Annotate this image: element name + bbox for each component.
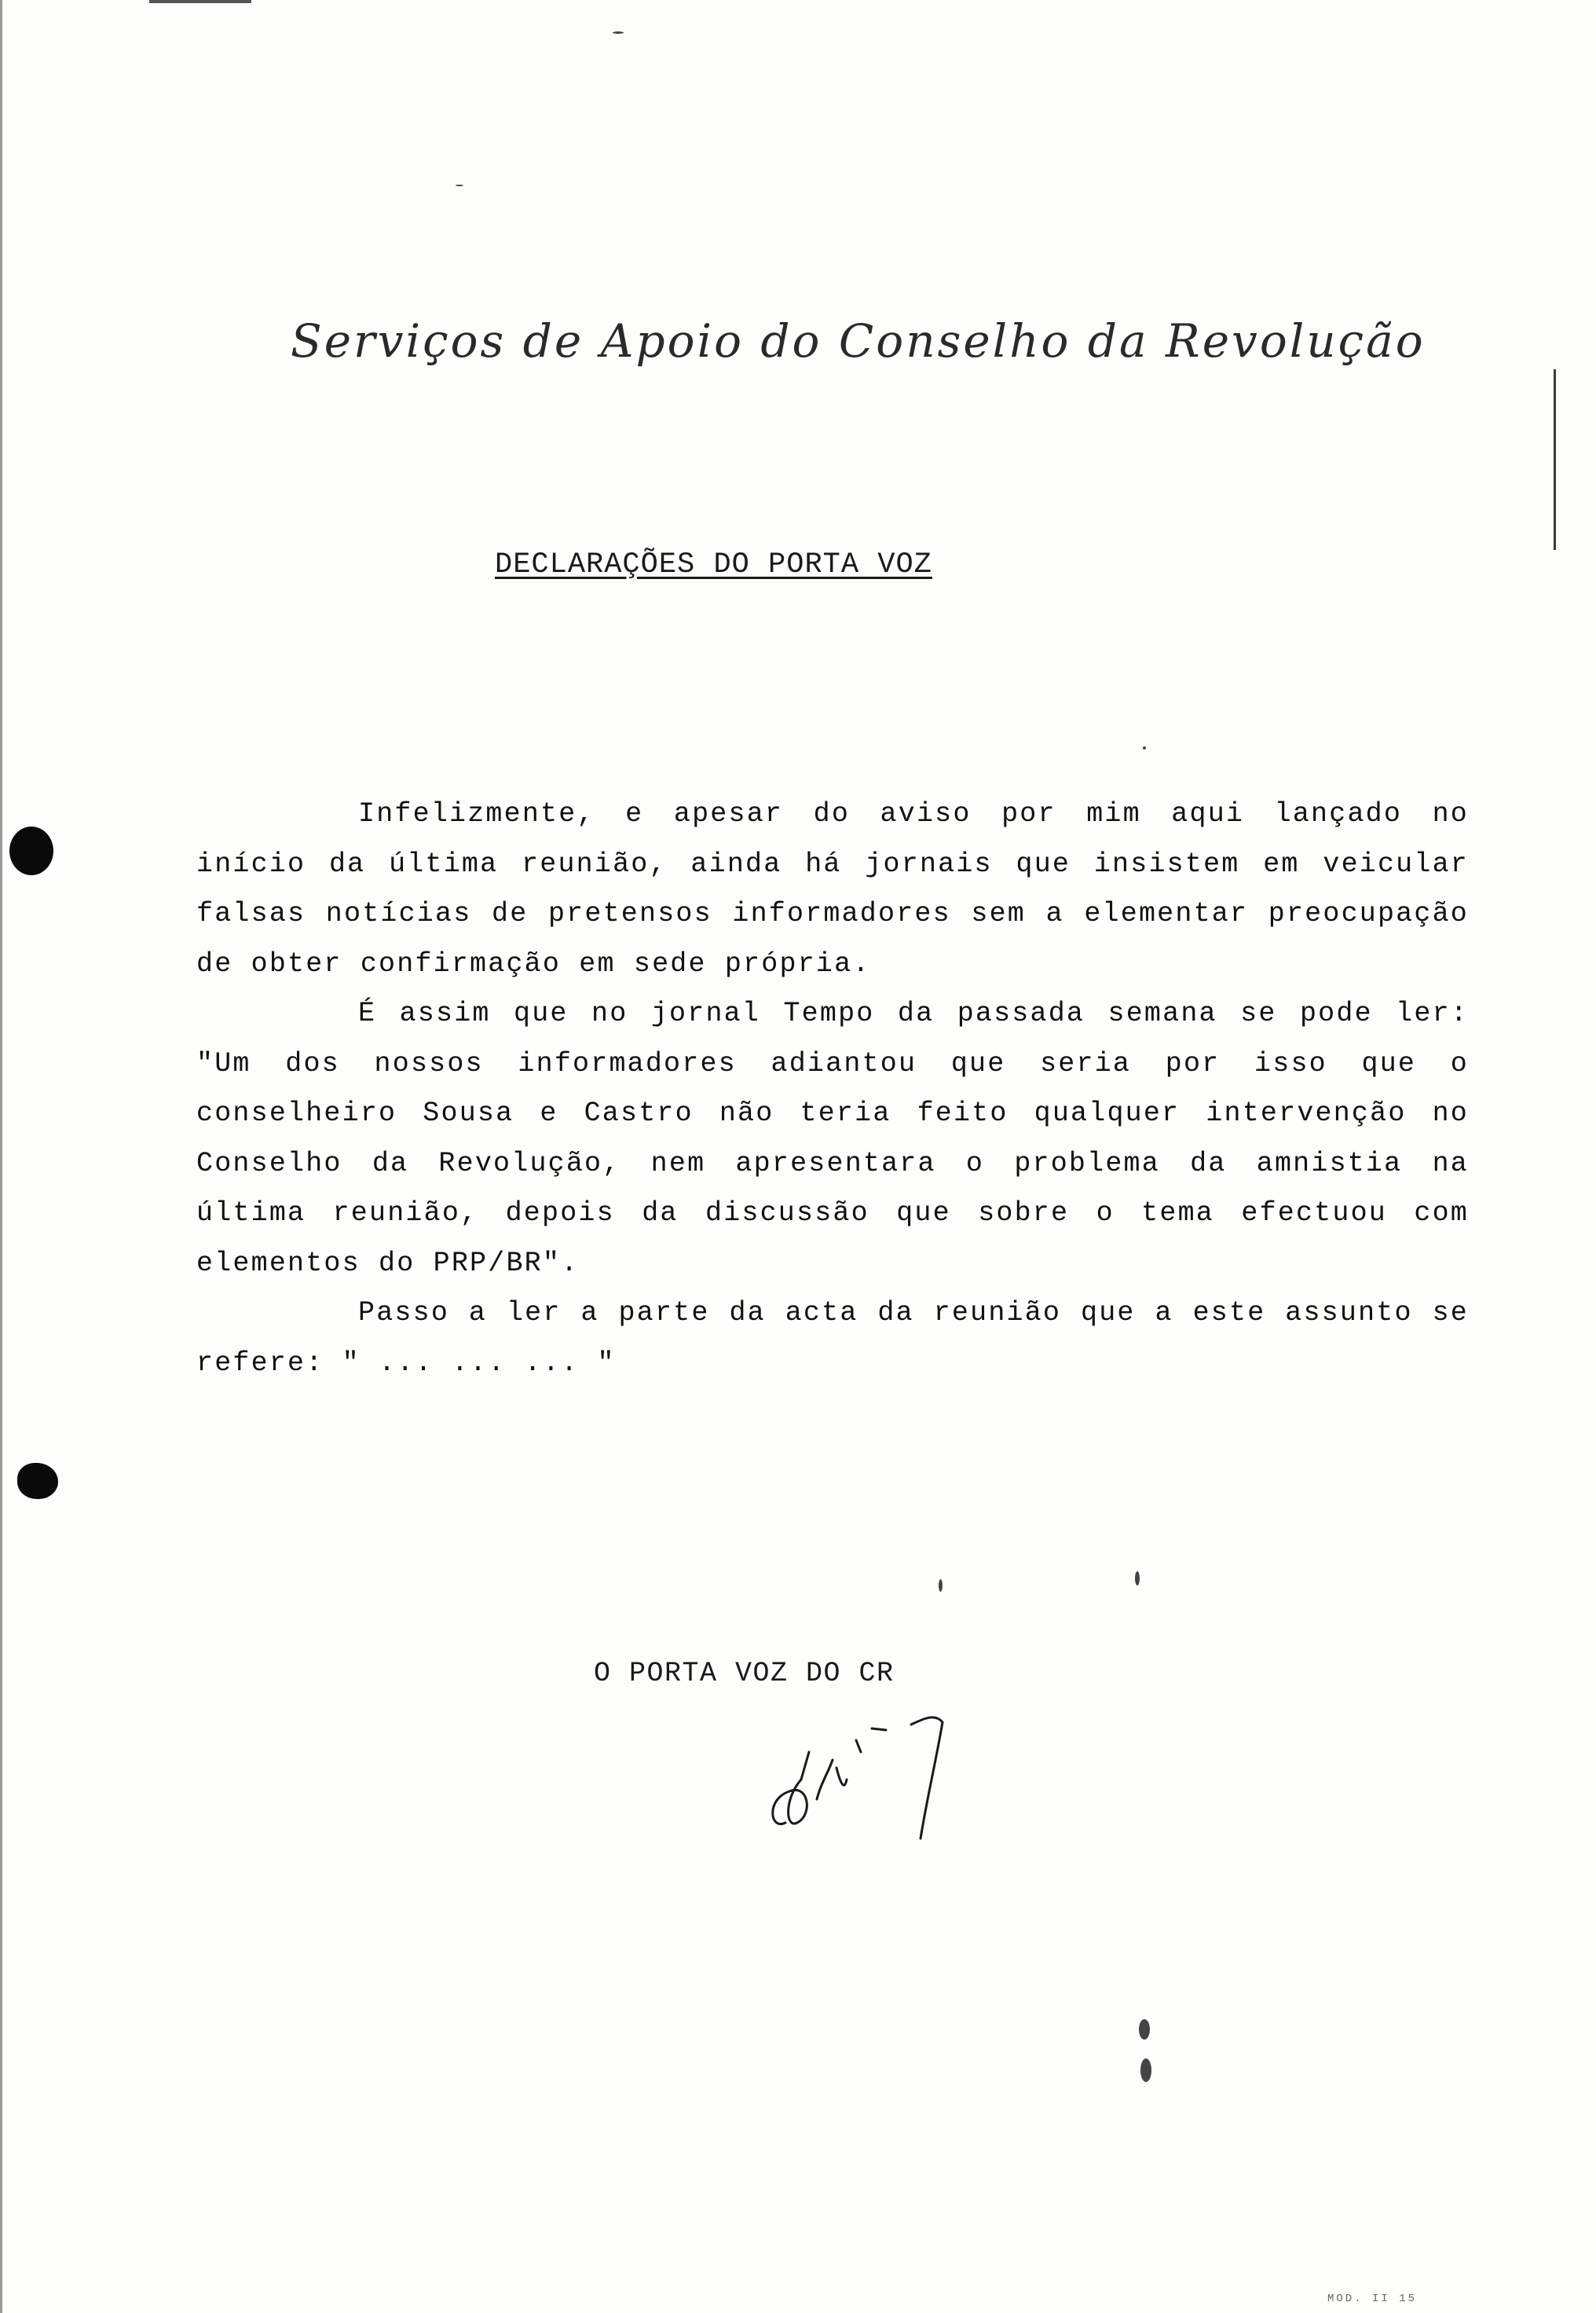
- ink-speck: [1139, 2019, 1150, 2040]
- document-title: DECLARAÇÕES DO PORTA VOZ: [495, 548, 932, 581]
- ink-speck: [939, 1579, 943, 1592]
- punch-hole-top: [9, 827, 53, 875]
- ink-speck: [1140, 2058, 1151, 2082]
- ink-speck: [1143, 746, 1146, 750]
- top-mark: [149, 0, 251, 3]
- punch-hole-bottom: [17, 1463, 58, 1499]
- signoff-line: O PORTA VOZ DO CR: [594, 1658, 895, 1689]
- form-code: MOD. II 15: [1327, 2293, 1418, 2305]
- paragraph-1: Infelizmente, e apesar do aviso por mim aqui lançado no início da última reunião, ainda há jornais que insistem em veicular falsas notícias de pretensos informadores sem a elementar preocupação de obter confirmação em sede própria.: [196, 798, 1469, 980]
- paragraph-3: Passo a ler a parte da acta da reunião que a este assunto se refere: " ... ... ... ": [196, 1297, 1469, 1379]
- ink-speck: [1135, 1571, 1140, 1585]
- document-body: [196, 790, 1469, 1388]
- letterhead: Serviços de Apoio do Conselho da Revolução: [291, 314, 1426, 368]
- page-left-edge: [0, 0, 2, 2313]
- ink-speck: [456, 185, 463, 186]
- margin-mark: [1554, 369, 1556, 550]
- handwritten-signature: [754, 1705, 1052, 1854]
- ink-speck: [613, 31, 624, 34]
- paragraph-2: É assim que no jornal Tempo da passada semana se pode ler: "Um dos nossos informadores adiantou que seria por isso que o conselheiro Sousa e Castro não teria feito qualquer intervenção no Conselho da Revolução, nem apresentara o problema da amnistia na última reunião, depois da discussão que sobre o tema efectuou com elementos do PRP/BR".: [196, 998, 1469, 1279]
